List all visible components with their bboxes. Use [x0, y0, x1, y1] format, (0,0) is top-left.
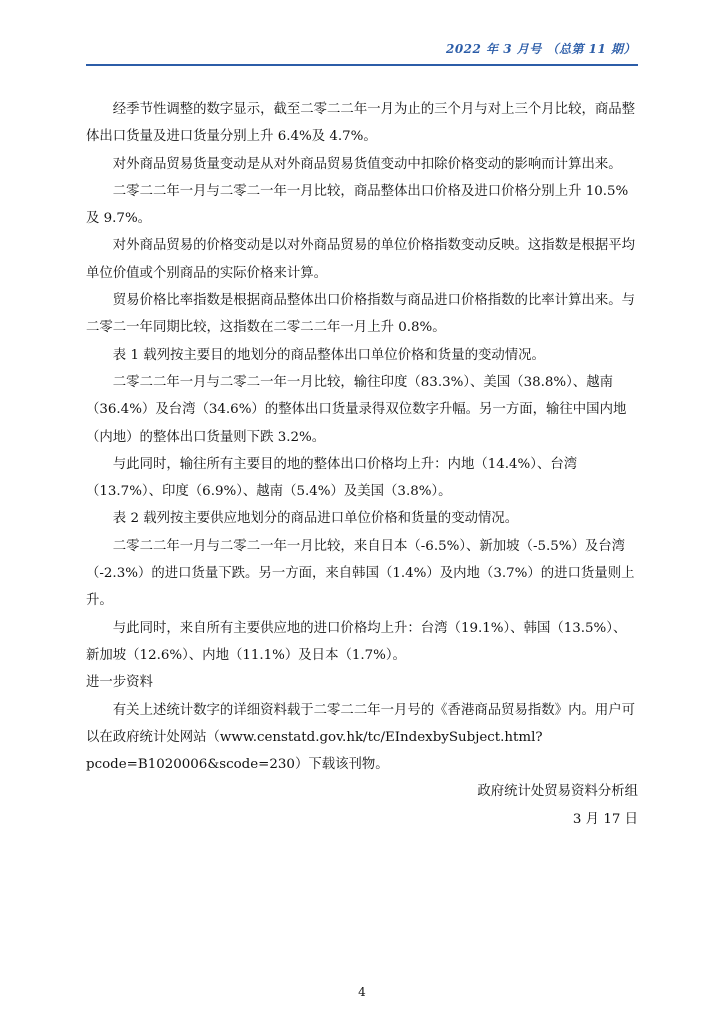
paragraph: 表 1 载列按主要目的地划分的商品整体出口单位价格和货量的变动情况。: [112, 347, 545, 363]
section-heading: 进一步资料: [86, 675, 153, 691]
date: 3 月 17 日: [572, 811, 638, 827]
paragraph: 经季节性调整的数字显示，截至二零二二年一月为止的三个月与对上三个月比较，商品整体出口货量及进口货量分别上升 6.4%及 4.7%。: [86, 102, 636, 145]
article-body: [86, 96, 638, 833]
paragraph: 与此同时，输往所有主要目的地的整体出口价格均上升：内地（14.4%）、台湾（13.7%）、印度（6.9%）、越南（5.4%）及美国（3.8%）。: [86, 456, 578, 500]
paragraph: 贸易价格比率指数是根据商品整体出口价格指数与商品进口价格指数的比率计算出来。与二零二一年同期比较，这指数在二零二二年一月上升 0.8%。: [86, 293, 636, 336]
signature: 政府统计处贸易资料分析组: [477, 784, 638, 800]
further-info-paragraph: 有关上述统计数字的详细资料载于二零二二年一月号的《香港商品贸易指数》内。用户可以在政府统计处网站（www.censtatd.gov.hk/tc/EIndexbySubject.html?pcode=B1020006&scode=230）下载该刊物。: [86, 702, 636, 773]
paragraph: 对外商品贸易的价格变动是以对外商品贸易的单位价格指数变动反映。这指数是根据平均单位价值或个别商品的实际价格来计算。: [86, 238, 636, 281]
paragraph: 二零二二年一月与二零二一年一月比较，来自日本（-6.5%）、新加坡（-5.5%）及台湾（-2.3%）的进口货量下跌。另一方面，来自韩国（1.4%）及内地（3.7%）的进口货量则上升。: [86, 538, 635, 609]
header-rule: [86, 64, 638, 66]
paragraph: 二零二二年一月与二零二一年一月比较，输往印度（83.3%）、美国（38.8%）、越南（36.4%）及台湾（34.6%）的整体出口货量录得双位数字升幅。另一方面，输往中国内地（内地）的整体出口货量则下跌 3.2%。: [86, 374, 627, 445]
paragraph: 与此同时，来自所有主要供应地的进口价格均上升：台湾（19.1%）、韩国（13.5%）、新加坡（12.6%）、内地（11.1%）及日本（1.7%）。: [86, 620, 627, 663]
paragraph: 二零二二年一月与二零二一年一月比较，商品整体出口价格及进口价格分别上升 10.5%及 9.7%。: [86, 183, 629, 227]
paragraph: 对外商品贸易货量变动是从对外商品贸易货值变动中扣除价格变动的影响而计算出来。: [112, 156, 622, 172]
paragraph: 表 2 载列按主要供应地划分的商品进口单位价格和货量的变动情况。: [112, 511, 519, 527]
page-number: 4: [358, 985, 366, 999]
issue-header: 2022 年 3 月号 （总第 11 期）: [445, 42, 636, 56]
